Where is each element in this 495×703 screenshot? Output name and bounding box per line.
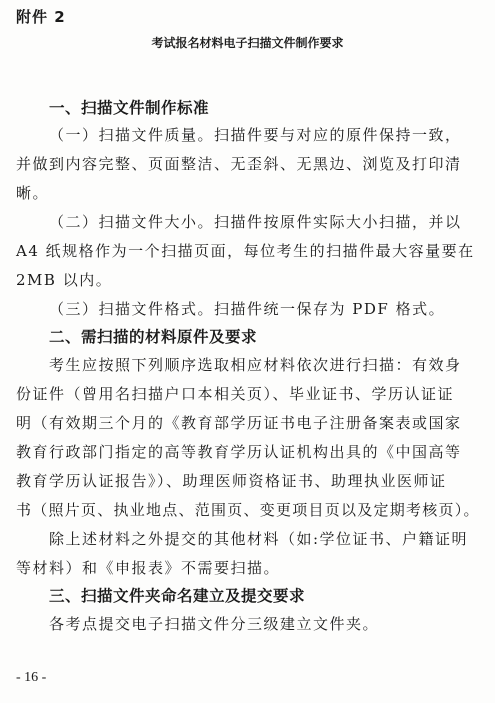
section-heading-materials: 二、需扫描的材料原件及要求 (49, 328, 258, 346)
paragraph-line: 并做到内容完整、页面整洁、无歪斜、无黑边、浏览及打印清 (16, 155, 462, 173)
document-title: 考试报名材料电子扫描文件制作要求 (151, 36, 344, 50)
paragraph-line: （一）扫描文件质量。扫描件要与对应的原件保持一致， (49, 126, 462, 144)
section-heading-folders: 三、扫描文件夹命名建立及提交要求 (49, 587, 306, 605)
section-heading-standards: 一、扫描文件制作标准 (49, 99, 210, 117)
paragraph-line: 份证件（曾用名扫描户口本相关页）、毕业证书、学历认证证 (16, 385, 455, 403)
paragraph-line: 晰。 (16, 184, 50, 202)
attachment-label: 附件 2 (16, 8, 66, 26)
paragraph-line: 书（照片页、执业地点、范围页、变更项目页以及定期考核页）。 (16, 501, 480, 519)
paragraph-line: 等材料）和《申报表》不需要扫描。 (16, 559, 281, 577)
paragraph-line: （三）扫描文件格式。扫描件统一保存为 PDF 格式。 (49, 300, 446, 318)
paragraph-line: （二）扫描文件大小。扫描件按原件实际大小扫描，并以 (49, 213, 462, 231)
paragraph-line: 除上述材料之外提交的其他材料（如:学位证书、户籍证明 (49, 530, 469, 548)
paragraph-line: A4 纸规格作为一个扫描页面，每位考生的扫描件最大容量要在 (16, 242, 475, 260)
paragraph-line: 2MB 以内。 (16, 271, 113, 289)
paragraph-line: 考生应按照下列顺序选取相应材料依次进行扫描：有效身 (49, 356, 462, 374)
paragraph-line: 明（有效期三个月的《教育部学历证书电子注册备案表或国家 (16, 414, 462, 432)
paragraph-line: 教育行政部门指定的高等教育学历认证机构出具的《中国高等 (16, 443, 462, 461)
page-number: - 16 - (16, 670, 47, 685)
paragraph-line: 教育学历认证报告》）、助理医师资格证书、助理执业医师证 (16, 472, 447, 490)
paragraph-line: 各考点提交电子扫描文件分三级建立文件夹。 (49, 615, 380, 633)
